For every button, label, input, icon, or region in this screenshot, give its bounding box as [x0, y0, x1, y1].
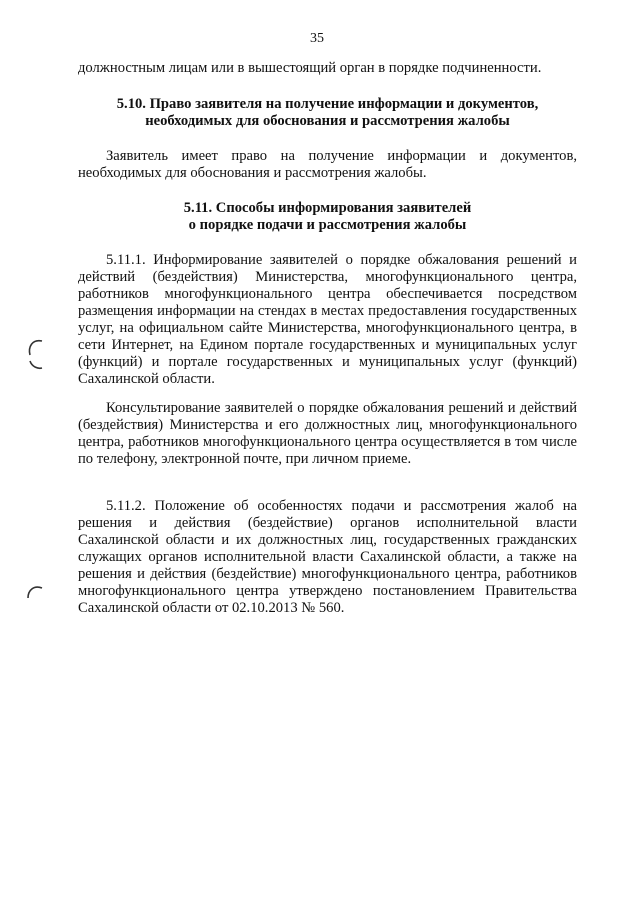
section-5-10-heading	[78, 96, 577, 130]
punch-hole-mark-bottom	[22, 582, 46, 612]
page-number: 35	[310, 31, 324, 46]
section-5-11-heading	[78, 200, 577, 234]
punch-hole-mark-top	[22, 335, 46, 375]
section-5-10-heading-line1: 5.10. Право заявителя на получение информации и документов,	[116, 96, 539, 112]
section-5-10-heading-line2: необходимых для обоснования и рассмотрения жалобы	[145, 113, 510, 129]
section-5-11-heading-line2: о порядке подачи и рассмотрения жалобы	[188, 217, 467, 233]
section-5-10-paragraph: Заявитель имеет право на получение информации и документов, необходимых для обоснования и рассмотрения жалобы.	[78, 148, 577, 181]
intro-line: должностным лицам или в вышестоящий орган в порядке подчиненности.	[78, 60, 542, 76]
paragraph-5-11-1: 5.11.1. Информирование заявителей о порядке обжалования решений и действий (бездействия) Министерства, многофункционального центра, работников многофункционального центра обеспечивается посредством размещения информации на стендах в местах предоставления государственных услуг, на официальном сайте Министерства, многофункционального центра, в сети Интернет, на Едином портале государственных и муниципальных услуг (функций) и портале государственных и муниципальных услуг (функций) Сахалинской области.	[78, 252, 577, 387]
section-5-11-heading-line1: 5.11. Способы информирования заявителей	[183, 200, 472, 216]
paragraph-5-11-2: 5.11.2. Положение об особенностях подачи и рассмотрения жалоб на решения и действия (бездействие) органов исполнительной власти Сахалинской области и их должностных лиц, государственных гражданских служащих органов исполнительной власти Сахалинской области, а также на решения и действия (бездействие) многофункционального центра, работников многофункционального центра утверждено постановлением Правительства Сахалинской области от 02.10.2013 № 560.	[78, 498, 577, 616]
paragraph-consultation: Консультирование заявителей о порядке обжалования решений и действий (бездействия) Министерства и его должностных лиц, многофункционального центра, работников многофункционального центра осуществляется в том числе по телефону, электронной почте, при личном приеме.	[78, 400, 577, 467]
